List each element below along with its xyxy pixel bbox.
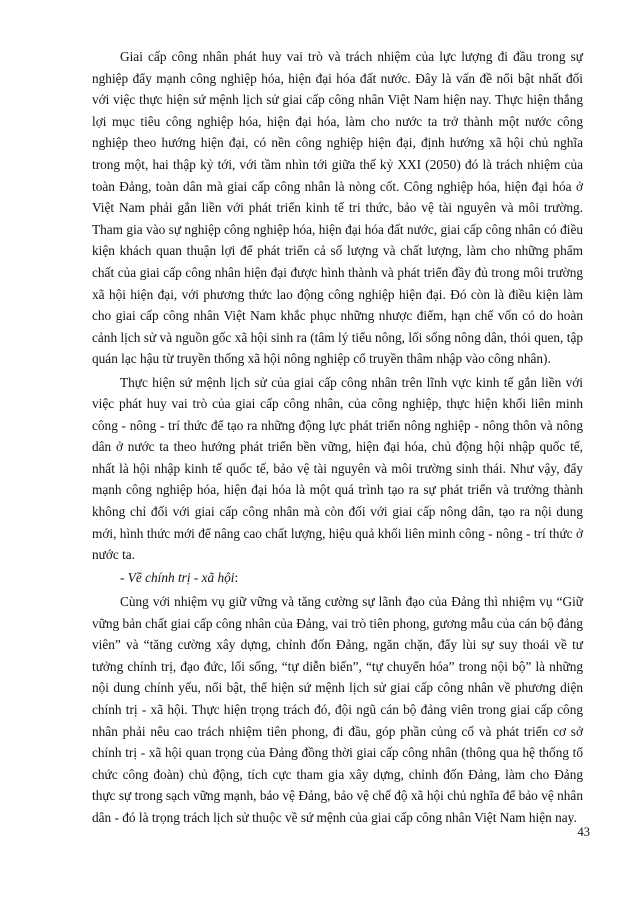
paragraph-2: Thực hiện sứ mệnh lịch sử của giai cấp công nhân trên lĩnh vực kinh tế gắn liền với việc phát huy vai trò của giai cấp công nhân, của công nghiệp, thực hiện khối liên minh công - nông - trí thức để tạo ra những động lực phát triển nông nghiệp - nông thôn và nông dân ở nước ta theo hướng phát triển bền vững, hiện đại hóa, chủ động hội nhập quốc tế, nhất là hội nhập kinh tế quốc tế, bảo vệ tài nguyên và môi trường sinh thái. Như vậy, đẩy mạnh công nghiệp hóa, hiện đại hóa là một quá trình tạo ra sự phát triển và trưởng thành không chỉ đối với giai cấp công nhân mà còn đối với giai cấp nông dân, tạo ra nội dung mới, hình thức mới để nâng cao chất lượng, hiệu quả khối liên minh công - nông - trí thức ở nước ta. (92, 374, 583, 563)
section-heading-title: Về chính trị - xã hội (127, 570, 235, 586)
section-heading-prefix: - (120, 570, 128, 586)
page-number: 43 (577, 825, 590, 839)
paragraph-3: Cùng với nhiệm vụ giữ vững và tăng cường sự lãnh đạo của Đảng thì nhiệm vụ “Giữ vững bản chất giai cấp công nhân của Đảng, vai trò tiên phong, gương mẫu của cán bộ đảng viên” và “tăng cường xây dựng, chỉnh đốn Đảng, ngăn chặn, đẩy lùi sự suy thoái về tư tưởng chính trị, đạo đức, lối sống, “tự diễn biến”, “tự chuyển hóa” trong nội bộ” là những nội dung chính yếu, nổi bật, thể hiện sứ mệnh lịch sử giai cấp công nhân về phương diện chính trị - xã hội. Thực hiện trọng trách đó, đội ngũ cán bộ đảng viên trong giai cấp công nhân phải nêu cao trách nhiệm tiên phong, đi đầu, góp phần củng cố và phát triển cơ sở chính trị - xã hội quan trọng của Đảng đồng thời giai cấp công nhân (thông qua hệ thống tổ chức công đoàn) chủ động, tích cực tham gia xây dựng, chỉnh đốn Đảng, làm cho Đảng thực sự trong sạch vững mạnh, bảo vệ Đảng, bảo vệ chế độ xã hội chủ nghĩa để bảo vệ nhân dân - đó là trọng trách lịch sử thuộc về sứ mệnh của giai cấp công nhân Việt Nam hiện nay. (92, 594, 583, 825)
document-body (92, 46, 583, 830)
paragraph-1: Giai cấp công nhân phát huy vai trò và trách nhiệm của lực lượng đi đầu trong sự nghiệp đẩy mạnh công nghiệp hóa, hiện đại hóa đất nước. Đây là vấn đề nổi bật nhất đối với việc thực hiện sứ mệnh lịch sử giai cấp công nhân Việt Nam hiện nay. Thực hiện thắng lợi mục tiêu công nghiệp hóa, hiện đại hóa, làm cho nước ta trở thành một nước công nghiệp theo hướng hiện đại, có nền công nghiệp hiện đại, định hướng xã hội chủ nghĩa trong một, hai thập kỷ tới, với tầm nhìn tới giữa thế kỷ XXI (2050) đó là trách nhiệm của toàn Đảng, toàn dân mà giai cấp công nhân là nòng cốt. Công nghiệp hóa, hiện đại hóa ở Việt Nam phải gắn liền với phát triển kinh tế tri thức, bảo vệ tài nguyên và môi trường. Tham gia vào sự nghiệp công nghiệp hóa, hiện đại hóa đất nước, giai cấp công nhân có điều kiện khách quan thuận lợi để phát triển cả số lượng và chất lượng, làm cho những phẩm chất của giai cấp công nhân hiện đại được hình thành và phát triển đầy đủ trong môi trường xã hội hiện đại, với phương thức lao động công nghiệp hiện đại. Đó còn là điều kiện làm cho giai cấp công nhân Việt Nam khắc phục những nhược điểm, hạn chế vốn có do hoàn cảnh lịch sử và nguồn gốc xã hội sinh ra (tâm lý tiểu nông, lối sống nông dân, thói quen, tập quán lạc hậu từ truyền thống xã hội nông nghiệp cổ truyền thâm nhập vào công nhân). (92, 49, 583, 367)
section-heading-suffix: : (234, 570, 239, 586)
section-heading (92, 567, 583, 589)
